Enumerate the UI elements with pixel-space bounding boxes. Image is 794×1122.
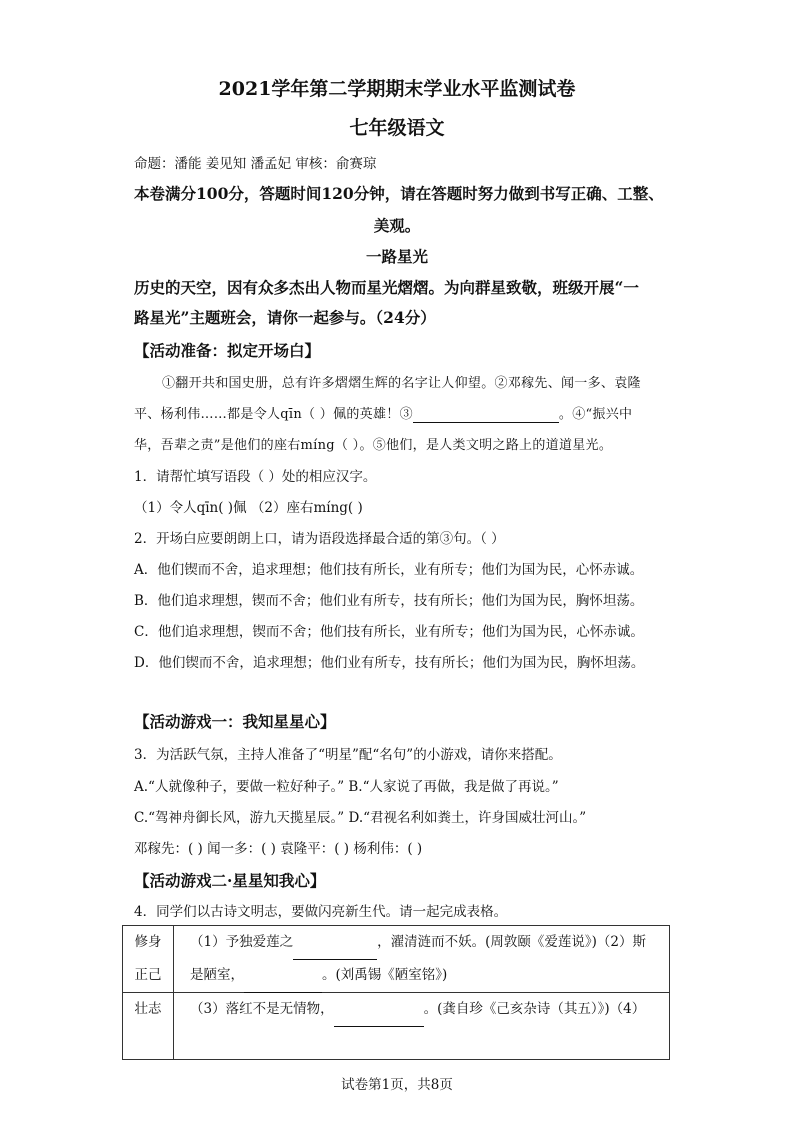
passage-line2-end: 。④“振兴中 [558,407,633,422]
section-heading: 一路星光 [365,247,428,266]
authors-line: 命题：潘能 姜见知 潘孟妃 审核：俞赛琼 [134,156,377,172]
category-label: 修身 [134,934,162,950]
table-cell-category [123,993,174,1060]
activity-game2-heading: 【活动游戏二·星星知我心】 [134,871,326,890]
question-2-option-a: A．他们锲而不舍，追求理想；他们技有所长，业有所专；他们为国为民，心怀赤诚。 [134,562,644,578]
passage-line1: ①翻开共和国史册，总有许多熠熠生辉的名字让人仰望。②邓稼先、闻一多、袁隆 [162,376,641,391]
exam-title: 2021学年第二学期期末学业水平监测试卷 [218,78,576,100]
question-2-option-c: C．他们追求理想，锲而不舍；他们技有所长，业有所专；他们为国为民，心怀赤诚。 [134,624,644,640]
exam-note-line1: 本卷满分100分，答题时间120分钟，请在答题时努力做到书写正确、工整、 [134,184,664,203]
passage-line2 [134,403,632,423]
passage-line3: 华，吾辈之责”是他们的座右míng（ ）。⑤他们，是人类文明之路上的道道星光。 [134,438,613,453]
question-3-quotes-cd: C.“驾神舟御长风，游九天揽星辰。” D.“君视名利如粪土，许身国威壮河山。” [134,810,587,826]
section-intro-line1: 历史的天空，因有众多杰出人物而星光熠熠。为向群星致敬，班级开展“一 [134,278,639,297]
question-1-stem: 1．请帮忙填写语段（ ）处的相应汉字。 [134,469,377,485]
table-text: （3）落红不是无情物， [190,1001,334,1017]
table-line [182,959,669,992]
activity-game1-heading: 【活动游戏一：我知星星心】 [134,712,336,731]
category-spacer [123,1026,173,1059]
exam-subtitle: 七年级语文 [349,117,445,139]
fill-blank-sentence3[interactable] [413,407,559,423]
table-text: 是陋室， [190,967,244,983]
fill-blank[interactable] [334,993,424,1027]
table-line [182,993,669,1026]
poetry-fill-table [122,925,670,1060]
activity-prep-heading: 【活动准备：拟定开场白】 [134,341,321,360]
table-text: （1）予独爱莲之 [190,934,294,950]
section-intro-line2: 路星光”主题班会，请你一起参与。（24分） [134,308,436,327]
table-line [182,926,669,959]
question-4-stem: 4．同学们以古诗文明志，要做闪亮新生代。请一起完成表格。 [134,904,508,920]
category-label: 壮志 [134,1001,162,1017]
fill-blank[interactable] [244,959,322,993]
table-row [123,926,670,993]
question-3-stem: 3．为活跃气氛，主持人准备了“明星”配“名句”的小游戏，请你来搭配。 [134,747,562,763]
question-2-option-d: D．他们锲而不舍，追求理想；他们业有所专，技有所长；他们为国为民，胸怀坦荡。 [134,655,645,671]
table-row [123,993,670,1060]
table-line-spacer [182,1026,669,1059]
question-3-answers: 邓稼先：( ) 闻一多：( ) 袁隆平：( ) 杨利伟：( ) [134,841,423,857]
fill-blank[interactable] [293,926,377,960]
category-label: 正己 [134,967,162,983]
passage-line2-text: 平、杨利伟……都是令人qīn（ ）佩的英雄！③ [134,407,413,422]
table-text: 。(龚自珍《己亥杂诗（其五）》)（4） [423,1001,646,1017]
exam-note-line2: 美观。 [373,216,421,235]
table-cell-content [174,993,670,1060]
page-number: 试卷第1页，共8页 [341,1077,453,1093]
question-3-quotes-ab: A.“人就像种子，要做一粒好种子。” B.“人家说了再做，我是做了再说。” [134,779,559,795]
table-text: ，濯清涟而不妖。(周敦颐《爱莲说》)（2）斯 [377,934,646,950]
table-cell-category [123,926,174,993]
question-1-items: （1）令人qīn( )佩 （2）座右míng( ) [134,500,363,516]
table-cell-content [174,926,670,993]
question-2-stem: 2．开场白应要朗朗上口，请为语段选择最合适的第③句。（ ） [134,531,505,547]
table-text: 。(刘禹锡《陋室铭》) [322,967,448,983]
question-2-option-b: B．他们追求理想，锲而不舍；他们业有所专，技有所长；他们为国为民，胸怀坦荡。 [134,593,644,609]
